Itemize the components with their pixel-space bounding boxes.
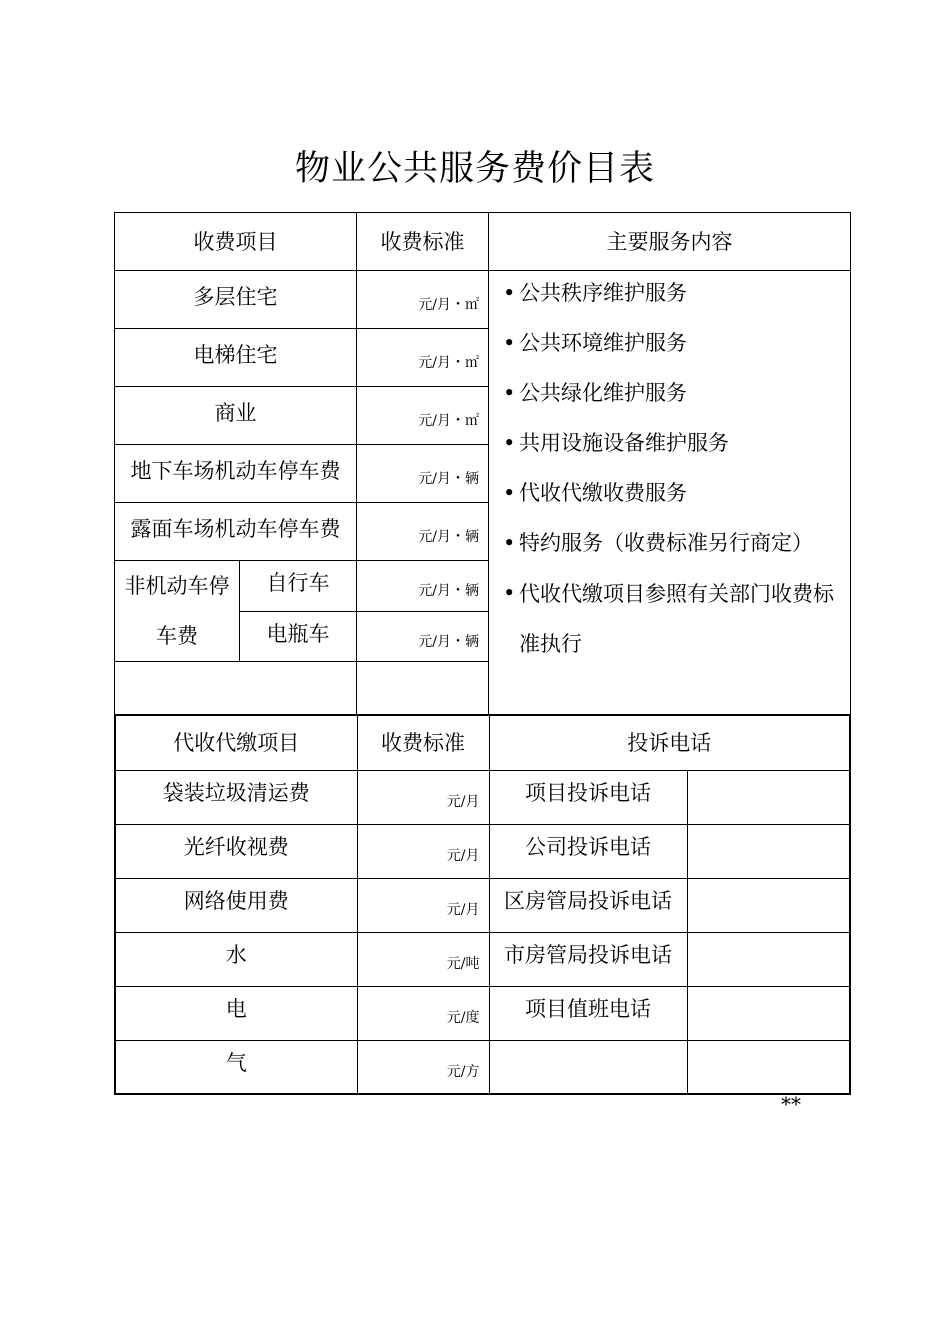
header-fee-item: 收费项目 [115, 213, 357, 271]
service-list [489, 271, 851, 715]
phone-value [687, 932, 850, 986]
fee-unit: 元/度 [357, 986, 489, 1040]
fee-unit: 元/月・辆 [357, 612, 489, 662]
complaint-label: 市房管局投诉电话 [489, 932, 687, 986]
fee-item-name: 地下车场机动车停车费 [115, 445, 357, 503]
empty-cell [115, 662, 357, 715]
header-complaint-phone: 投诉电话 [489, 715, 850, 770]
ebike-label: 电瓶车 [240, 612, 357, 662]
phone-value [687, 824, 850, 878]
service-item: • 代收代缴收费服务 [503, 481, 687, 505]
phone-value [687, 770, 850, 824]
fee-unit: 元/月・㎡ [357, 329, 489, 387]
fee-unit: 元/吨 [357, 932, 489, 986]
phone-value [687, 878, 850, 932]
service-item: • 特约服务（收费标准另行商定） [503, 531, 813, 555]
fee-unit: 元/方 [357, 1040, 489, 1094]
fee-unit: 元/月 [357, 878, 489, 932]
fee-unit: 元/月 [357, 824, 489, 878]
fee-unit: 元/月・㎡ [357, 387, 489, 445]
page-title: 物业公共服务费价目表 [294, 149, 655, 189]
phone-value [687, 986, 850, 1040]
complaint-label: 项目投诉电话 [489, 770, 687, 824]
bicycle-label: 自行车 [240, 561, 357, 612]
complaint-label: 项目值班电话 [489, 986, 687, 1040]
header-fee-standard: 收费标准 [357, 715, 489, 770]
service-item: • 公共绿化维护服务 [503, 381, 687, 405]
header-fee-standard: 收费标准 [357, 213, 489, 271]
empty-cell [357, 662, 489, 715]
collection-item-name: 光纤收视费 [115, 824, 357, 878]
service-item: • 公共秩序维护服务 [503, 281, 687, 305]
service-item: • 共用设施设备维护服务 [503, 431, 729, 455]
collection-item-name: 气 [115, 1040, 357, 1094]
collection-item-name: 网络使用费 [115, 878, 357, 932]
complaint-label: 公司投诉电话 [489, 824, 687, 878]
fee-unit: 元/月・㎡ [357, 271, 489, 329]
nonmotor-parking-label: 非机动车停车费 [115, 561, 240, 662]
fee-unit: 元/月 [357, 770, 489, 824]
service-item: • 代收代缴项目参照有关部门收费标准执行 [503, 581, 834, 656]
fee-item-name: 多层住宅 [115, 271, 357, 329]
collection-fee-table [114, 714, 851, 1095]
complaint-label [489, 1040, 687, 1094]
fee-item-name: 露面车场机动车停车费 [115, 503, 357, 561]
collection-item-name: 电 [115, 986, 357, 1040]
header-service-content: 主要服务内容 [489, 213, 851, 271]
collection-item-name: 袋装垃圾清运费 [115, 770, 357, 824]
fee-item-name: 商业 [115, 387, 357, 445]
footer-mark: ** [781, 1092, 801, 1116]
fee-unit: 元/月・辆 [357, 503, 489, 561]
phone-value [687, 1040, 850, 1094]
fee-item-name: 电梯住宅 [115, 329, 357, 387]
collection-item-name: 水 [115, 932, 357, 986]
complaint-label: 区房管局投诉电话 [489, 878, 687, 932]
service-item: • 公共环境维护服务 [503, 331, 687, 355]
service-fee-table [114, 212, 851, 715]
fee-unit: 元/月・辆 [357, 561, 489, 612]
header-collection-item: 代收代缴项目 [115, 715, 357, 770]
fee-unit: 元/月・辆 [357, 445, 489, 503]
